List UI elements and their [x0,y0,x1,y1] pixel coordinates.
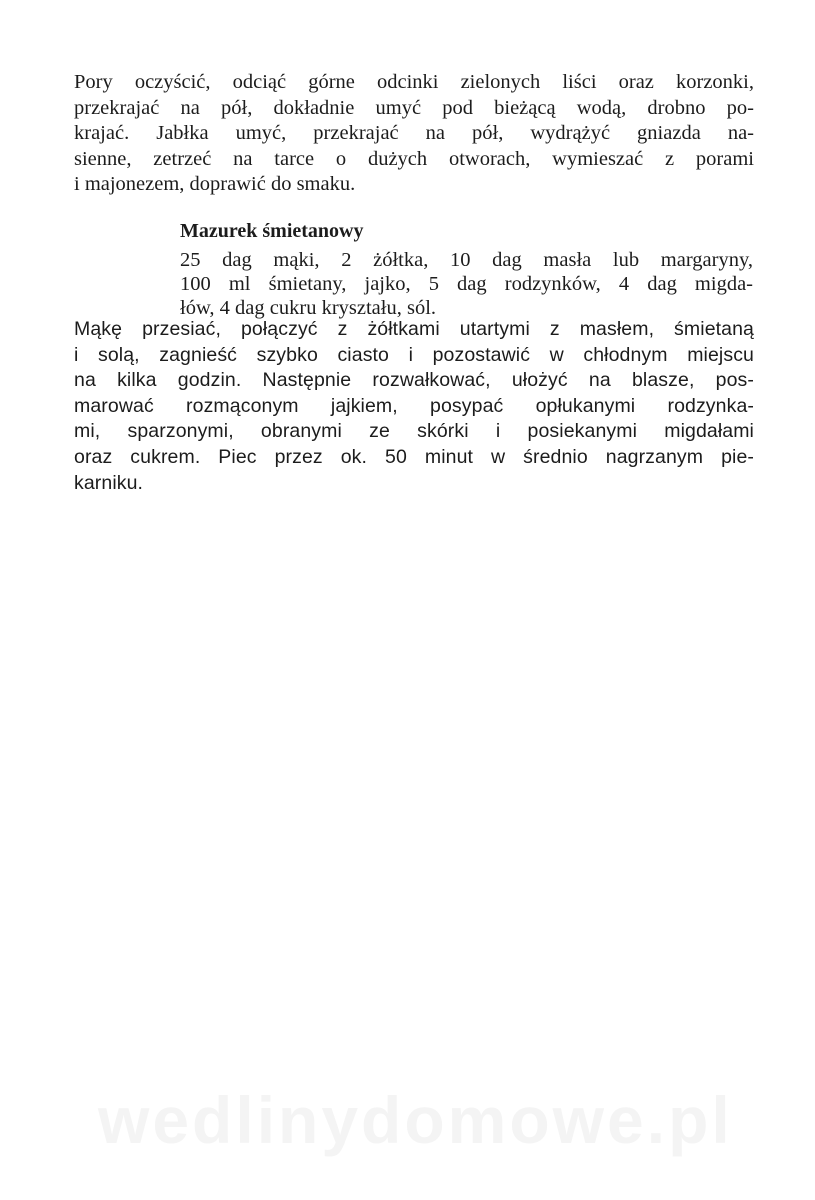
instructions-line-2: i solą, zagnieść szybko ciasto i pozostawić w chłodnym miejscu [74,343,754,366]
instructions-line-4: marować rozmąconym jajkiem, posypać opłukanymi rodzynka- [74,394,754,417]
instructions-line-7: karniku. [74,471,144,494]
ingredients-line-3: łów, 4 dag cukru kryształu, sól. [180,296,437,319]
recipe-title: Mazurek śmietanowy [180,220,364,242]
intro-line-2: przekrajać na pół, dokładnie umyć pod bieżącą wodą, drobno po- [74,96,754,119]
ingredients-line-2: 100 ml śmietany, jajko, 5 dag rodzynków, 4 dag migda- [180,272,753,295]
instructions-paragraph [74,317,754,496]
intro-line-1: Pory oczyścić, odciąć górne odcinki zielonych liści oraz korzonki, [74,71,754,93]
instructions-line-3: na kilka godzin. Następnie rozwałkować, ułożyć na blasze, pos- [74,369,754,392]
intro-line-5: i majonezem, doprawić do smaku. [74,173,356,196]
instructions-line-5: mi, sparzonymi, obranymi ze skórki i posiekanymi migdałami [74,420,754,443]
watermark: wedlinydomowe.pl [98,1083,733,1157]
intro-paragraph [74,70,754,198]
ingredients-list [180,249,753,320]
instructions-line-1: Mąkę przesiać, połączyć z żółtkami utartymi z masłem, śmietaną [74,318,754,340]
intro-line-3: krajać. Jabłka umyć, przekrajać na pół, wydrążyć gniazda na- [74,122,754,145]
intro-line-4: sienne, zetrzeć na tarce o dużych otworach, wymieszać z porami [74,147,754,170]
ingredients-line-1: 25 dag mąki, 2 żółtka, 10 dag masła lub margaryny, [180,249,753,271]
instructions-line-6: oraz cukrem. Piec przez ok. 50 minut w średnio nagrzanym pie- [74,445,754,468]
